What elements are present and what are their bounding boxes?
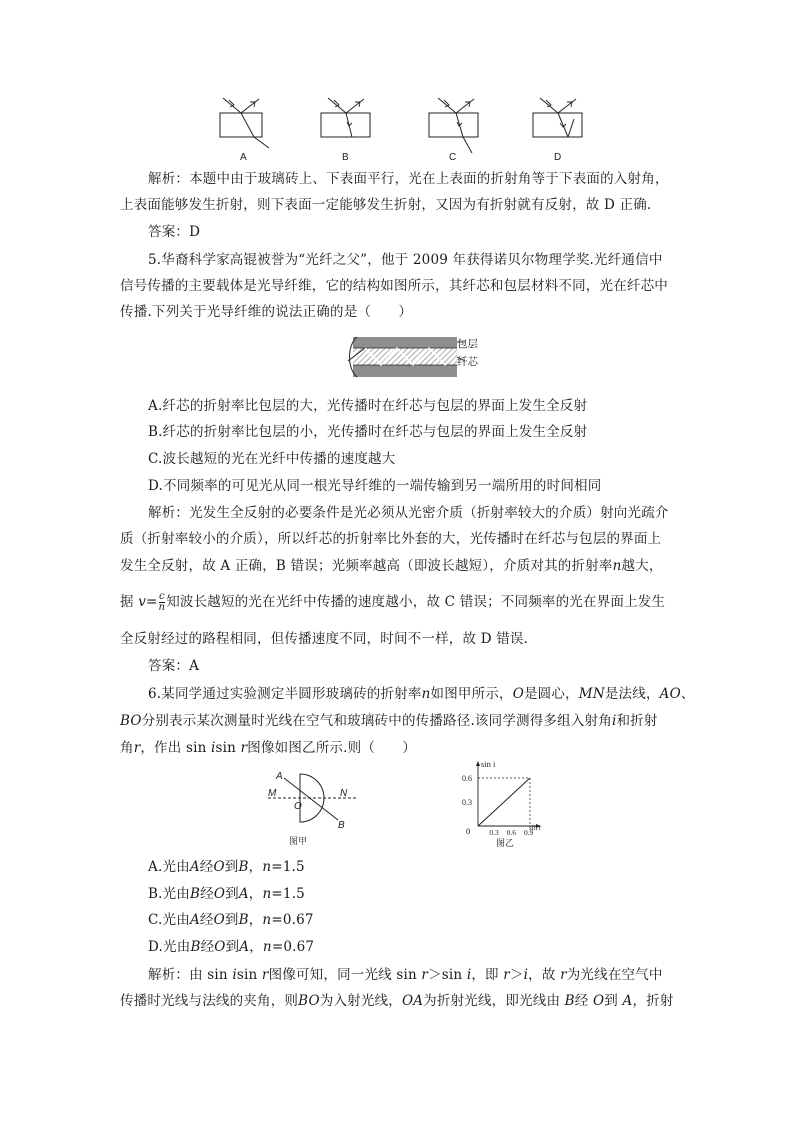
q6-option-b-m1: 经 xyxy=(200,886,214,902)
q6-an1-r4: r xyxy=(560,967,567,983)
q4-answer: 答案：D xyxy=(148,224,201,240)
q6-option-d-pre: D.光由 xyxy=(148,939,191,955)
q6-an1-e: ，即 xyxy=(471,967,499,983)
q6-option-d-p3: A xyxy=(239,939,250,955)
q6-stem-1-MN: MN xyxy=(578,686,605,702)
q6-option-d-m2: 到 xyxy=(225,939,240,955)
q4-option-b-label: B xyxy=(342,152,349,163)
q6-an2-a: 传播时光线与法线的夹角，则 xyxy=(120,993,299,1009)
q6-x-tick-label-1: 0.6 xyxy=(506,828,517,837)
q6-stem-1-O: O xyxy=(512,686,524,702)
q5-label-cladding: 包层 xyxy=(457,338,478,350)
q6-option-c-m2: 到 xyxy=(224,912,239,928)
q4-figure-a xyxy=(213,95,275,163)
q4-analysis-line-2: 上表面能够发生折射，则下表面一定能够发生折射，又因为有折射就有反射，故 D 正确. xyxy=(120,197,652,213)
q6-stem-1-b: 如图甲所示， xyxy=(430,686,513,702)
q6-option-a-p3: B xyxy=(238,859,249,875)
q6-stem-3-d: 图像如图乙所示.则（ ） xyxy=(247,740,417,756)
q6-option-c-val: =0.67 xyxy=(271,912,314,928)
q6-an1-r3: r xyxy=(503,967,510,983)
q6-fig1-caption: 图甲 xyxy=(289,837,308,847)
q6-figure-jia xyxy=(262,766,362,850)
q6-fig1-label-a: A xyxy=(276,771,283,782)
q6-option-c-m1: 经 xyxy=(199,912,214,928)
q6-caption: 图乙 xyxy=(496,839,515,849)
q6-an2-B: B xyxy=(564,993,575,1009)
q6-origin-label: 0 xyxy=(466,826,471,836)
q4-option-c-label: C xyxy=(449,152,457,163)
q6-an1-i2: i xyxy=(466,967,472,983)
q6-analysis-line-1 xyxy=(148,966,663,984)
q5-analysis-line-4-pre: 据 xyxy=(120,594,134,610)
q5-analysis-line-3 xyxy=(120,557,663,575)
q6-an1-b: sin xyxy=(236,967,258,983)
q6-option-d-m1: 经 xyxy=(200,939,215,955)
q5-option-a: A.纤芯的折射率比包层的大，光传播时在纤芯与包层的界面上发生全反射 xyxy=(148,398,588,414)
q6-option-a-pre: A.光由 xyxy=(148,859,190,875)
q6-stem-2-BO: BO xyxy=(120,713,142,729)
q6-an1-a: 解析：由 sin xyxy=(148,967,228,983)
q6-option-b-pre: B.光由 xyxy=(148,886,191,902)
q4-option-d-label: D xyxy=(554,152,562,163)
q6-option-b-p2: O xyxy=(213,886,226,902)
q6-stem-3-i: i xyxy=(211,740,216,756)
q6-option-c xyxy=(148,911,314,929)
q6-option-a-p1: A xyxy=(189,859,200,875)
q6-option-c-p1: A xyxy=(189,912,200,928)
q6-an2-e: 到 xyxy=(604,993,618,1009)
q6-an1-i3: i xyxy=(523,967,529,983)
q6-an2-OA: OA xyxy=(401,993,424,1009)
q6-an1-g: ，故 xyxy=(528,967,556,983)
q6-option-d-val: =0.67 xyxy=(271,939,315,955)
q6-option-a-p2: O xyxy=(213,859,225,875)
q6-y-tick-label-0: 0.6 xyxy=(462,774,472,783)
q6-stem-1-a: 6.某同学通过实验测定半圆形玻璃砖的折射率 xyxy=(148,686,422,702)
q6-option-c-p3: B xyxy=(238,912,249,928)
q6-option-d-sep: ， xyxy=(249,939,263,955)
q6-an2-O: O xyxy=(593,993,605,1009)
q5-stem-line-3: 传播.下列关于光导纤维的说法正确的是（ ） xyxy=(120,304,413,320)
q5-answer: 答案：A xyxy=(148,658,200,674)
q6-y-tick-label-1: 0.3 xyxy=(462,798,472,807)
q6-stem-line-1 xyxy=(148,685,695,703)
q6-an2-b: 为入射光线， xyxy=(319,993,402,1009)
q6-fig1-label-b: B xyxy=(338,820,345,831)
q6-stem-1-AO: AO xyxy=(659,686,681,702)
q6-option-a-val: =1.5 xyxy=(271,859,305,875)
q6-option-c-pre: C.光由 xyxy=(148,912,190,928)
q4-figure-b xyxy=(316,95,378,163)
q6-an1-d: ＞sin xyxy=(428,967,463,983)
q6-option-a-sep: ， xyxy=(248,859,263,875)
q6-option-c-p2: O xyxy=(213,912,225,928)
q6-option-a xyxy=(148,858,305,876)
q6-an1-i1: i xyxy=(232,967,237,983)
q6-an2-A: A xyxy=(622,993,633,1009)
q5-analysis-line-3-a: 发生全反射，故 A 正确，B 错误；光频率越高（即波长越短），介质对其的折射率 xyxy=(120,558,613,574)
q6-option-d-p2: O xyxy=(214,939,226,955)
q6-stem-1-d: 是法线， xyxy=(604,686,660,702)
q6-stem-1-e: 、 xyxy=(680,686,695,702)
q5-stem-line-1: 5.华裔科学家高锟被誉为“光纤之父”，他于 2009 年获得诺贝尔物理学奖.光纤通信中 xyxy=(148,252,663,268)
q6-an1-h: 为光线在空气中 xyxy=(566,967,663,983)
q4-figure-d xyxy=(528,95,590,163)
q6-option-d-n: n xyxy=(262,939,272,955)
q6-y-axis-label: sin i xyxy=(481,759,496,769)
q5-stem-line-2: 信号传播的主要载体是光导纤维，它的结构如图所示，其纤芯和包层材料不同，光在纤芯中 xyxy=(120,278,668,294)
q6-stem-2-a: 分别表示某次测量时光线在空气和玻璃砖中的传播路径.该同学测得多组入射角 xyxy=(141,713,612,729)
q6-stem-2-b: 和折射 xyxy=(616,713,658,729)
q5-option-c: C.波长越短的光在光纤中传播的速度越大 xyxy=(148,451,396,467)
q5-option-d: D.不同频率的可见光从同一根光导纤维的一端传输到另一端所用的时间相同 xyxy=(148,478,602,494)
q6-an1-c: 图像可知，同一光线 sin xyxy=(268,967,417,983)
q6-x-tick-label-0: 0.3 xyxy=(489,828,499,837)
q5-analysis-line-5: 全反射经过的路程相同，但传播速度不同，时间不一样，故 D 错误. xyxy=(120,631,529,647)
q5-analysis-line-3-b: 越大， xyxy=(621,558,663,574)
q5-formula-num: c xyxy=(158,591,165,602)
q5-formula-v: v xyxy=(138,594,147,610)
q6-stem-3-b: ，作出 sin xyxy=(140,740,207,756)
q5-formula-den: n xyxy=(158,602,166,613)
q5-analysis-line-1: 解析：光发生全反射的必要条件是光必须从光密介质（折射率较大的介质）射向光疏介 xyxy=(148,505,669,521)
q6-option-b-p1: B xyxy=(190,886,201,902)
q5-option-b: B.纤芯的折射率比包层的小，光传播时在纤芯与包层的界面上发生全反射 xyxy=(148,424,588,440)
q6-x-axis-label: sin r xyxy=(529,824,542,832)
q6-data-line xyxy=(478,778,530,826)
q6-option-b-m2: 到 xyxy=(225,886,239,902)
q6-option-b-n: n xyxy=(262,886,272,902)
q6-stem-1-c: 是圆心， xyxy=(523,686,579,702)
q6-an2-BO: BO xyxy=(298,993,320,1009)
q6-an2-f: ，折射 xyxy=(632,993,674,1009)
q6-option-a-n: n xyxy=(262,859,272,875)
q6-fig1-label-n: N xyxy=(340,788,348,799)
q6-option-d-p1: B xyxy=(190,939,201,955)
q6-an1-r1: r xyxy=(261,967,269,983)
q6-an1-r2: r xyxy=(421,967,429,983)
q6-fig1-label-m: M xyxy=(268,788,277,799)
q5-formula-fraction xyxy=(159,592,166,613)
q6-fig1-label-o: O xyxy=(294,801,302,812)
q6-x-tick-label-2: 0.9 xyxy=(524,828,534,837)
q6-option-b-val: =1.5 xyxy=(271,886,305,902)
q6-an1-f: ＞ xyxy=(509,967,524,983)
q5-analysis-line-4-post: 知波长越短的光在光纤中传播的速度越小，故 C 错误；不同频率的光在界面上发生 xyxy=(166,594,666,610)
q5-fiber-figure xyxy=(345,331,485,385)
q6-stem-line-2 xyxy=(120,712,658,730)
q5-analysis-n: n xyxy=(612,558,622,574)
q4-figure-c xyxy=(425,95,487,163)
q6-option-b-sep: ， xyxy=(248,886,263,902)
q5-formula-eq: = xyxy=(146,594,158,610)
q6-option-c-n: n xyxy=(262,912,272,928)
q6-stem-3-c: sin xyxy=(215,740,237,756)
q4-analysis-line-1: 解析：本题中由于玻璃砖上、下表面平行，光在上表面的折射角等于下表面的入射角， xyxy=(148,171,669,187)
q6-stem-3-r2: r xyxy=(240,740,248,756)
q6-stem-3-r: r xyxy=(133,740,141,756)
q6-option-d xyxy=(148,938,314,956)
q6-stem-3-a: 角 xyxy=(120,740,134,756)
q5-analysis-line-4 xyxy=(120,592,665,613)
q6-stem-line-3 xyxy=(120,739,416,757)
q4-option-a-label: A xyxy=(240,152,247,163)
q6-option-b xyxy=(148,885,305,903)
q5-analysis-line-2: 质（折射率较小的介质），所以纤芯的折射率比外套的大，光传播时在纤芯与包层的界面上 xyxy=(120,531,662,547)
q6-option-a-m1: 经 xyxy=(199,859,214,875)
q6-analysis-line-2 xyxy=(120,992,674,1010)
q6-stem-2-i: i xyxy=(611,713,617,729)
q6-option-b-p3: A xyxy=(238,886,249,902)
q6-an2-d: 经 xyxy=(574,993,589,1009)
q6-an2-c: 为折射光线，即光线由 xyxy=(423,993,561,1009)
q6-option-c-sep: ， xyxy=(248,912,263,928)
q6-figure-yi-chart xyxy=(448,756,558,852)
q6-option-a-m2: 到 xyxy=(224,859,239,875)
q6-stem-1-n: n xyxy=(421,686,431,702)
q5-label-core: 纤芯 xyxy=(457,356,478,368)
